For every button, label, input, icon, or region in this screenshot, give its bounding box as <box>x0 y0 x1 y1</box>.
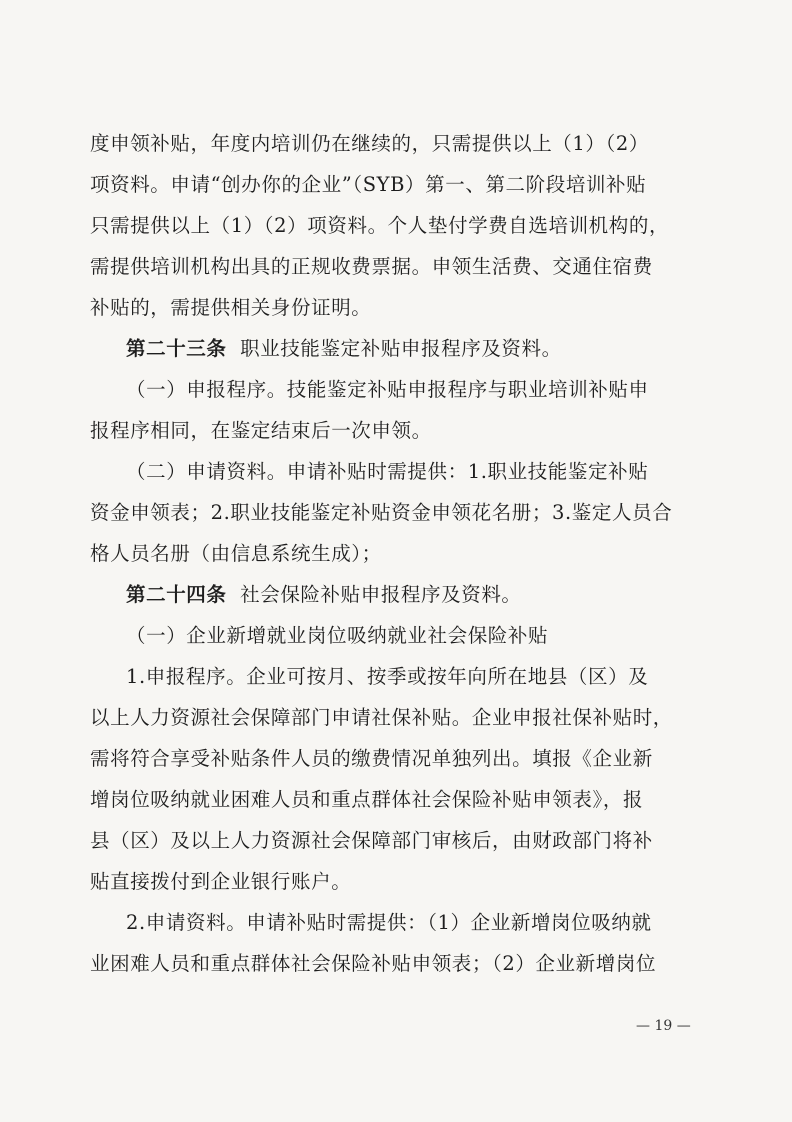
text-line: 补贴的，需提供相关身份证明。 <box>90 296 372 319</box>
text-line: 2.申请资料。申请补贴时需提供：（1）企业新增岗位吸纳就 <box>126 911 652 934</box>
text-line: 资金申领表；2.职业技能鉴定补贴资金申领花名册；3.鉴定人员合 <box>90 501 673 524</box>
article-number: 第二十三条 <box>126 337 227 360</box>
article-title: 社会保险补贴申报程序及资料。 <box>240 583 522 606</box>
text-line: 以上人力资源社会保障部门申请社保补贴。企业申报社保补贴时， <box>90 706 673 729</box>
text-line: 格人员名册（由信息系统生成）； <box>90 542 382 565</box>
article-23-heading <box>126 336 756 362</box>
article-title: 职业技能鉴定补贴申报程序及资料。 <box>240 337 562 360</box>
text-line: 贴直接拨付到企业银行账户。 <box>90 870 352 893</box>
text-line: 度申领补贴，年度内培训仍在继续的，只需提供以上（1）（2） <box>90 132 649 155</box>
article-24-heading <box>126 582 756 608</box>
article-number: 第二十四条 <box>126 583 227 606</box>
text-line: （二）申请资料。申请补贴时需提供：1.职业技能鉴定补贴 <box>126 460 649 483</box>
text-line: 需将符合享受补贴条件人员的缴费情况单独列出。填报《企业新 <box>90 747 653 770</box>
text-line: 只需提供以上（1）（2）项资料。个人垫付学费自选培训机构的， <box>90 214 670 237</box>
text-line: （一）申报程序。技能鉴定补贴申报程序与职业培训补贴申 <box>126 378 649 401</box>
text-line: 需提供培训机构出具的正规收费票据。申领生活费、交通住宿费 <box>90 255 653 278</box>
section-heading: （一）企业新增就业岗位吸纳就业社会保险补贴 <box>126 624 549 647</box>
text-line: 增岗位吸纳就业困难人员和重点群体社会保险补贴申领表》，报 <box>90 788 644 811</box>
text-line: 项资料。申请“创办你的企业”（SYB）第一、第二阶段培训补贴 <box>90 173 647 196</box>
text-line: 1.申报程序。企业可按月、按季或按年向所在地县（区）及 <box>126 665 649 688</box>
text-line: 业困难人员和重点群体社会保险补贴申领表；（2）企业新增岗位 <box>90 952 657 975</box>
page-number: — 19 — <box>636 1018 691 1034</box>
text-line: 报程序相同，在鉴定结束后一次申领。 <box>90 419 432 442</box>
text-line: 县（区）及以上人力资源社会保障部门审核后，由财政部门将补 <box>90 829 653 852</box>
